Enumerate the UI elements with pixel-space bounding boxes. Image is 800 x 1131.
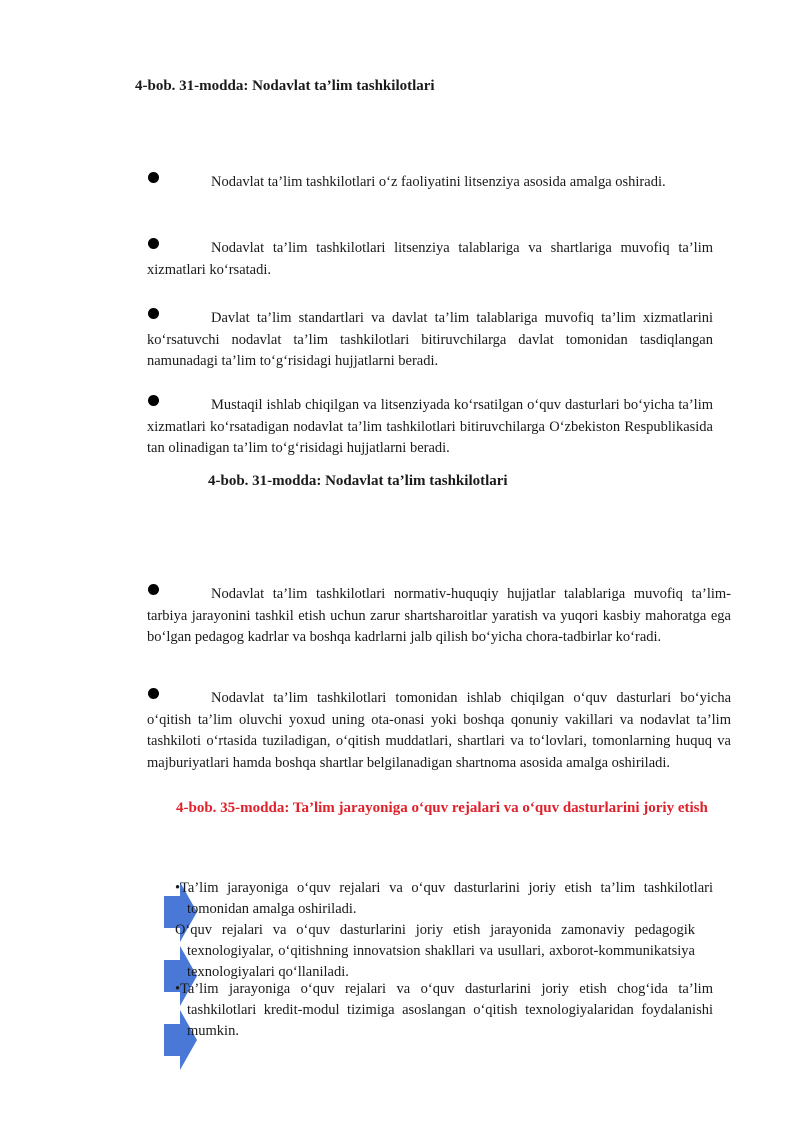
section-heading-2: 4-bob. 31-modda: Nodavlat ta’lim tashkilotlari xyxy=(208,473,508,489)
list-item: •Ta’lim jarayoniga o‘quv rejalari va o‘quv dasturlarini joriy etish chog‘ida ta’lim tashkilotlari kredit-modul tizimiga asoslangan o‘qitish texnologiyalaridan foydalanishi mumkin. xyxy=(175,981,713,1039)
bullet-paragraph: Nodavlat ta’lim tashkilotlari o‘z faoliyatini litsenziya asosida amalga oshiradi. xyxy=(211,174,666,190)
list-item: O‘quv rejalari va o‘quv dasturlarini joriy etish jarayonida zamonaviy pedagogik texnologiyalar, o‘qitishning innovatsion shakllari va usullari, axborot-kommunikatsiya texnologiyalari qo‘llaniladi. xyxy=(175,922,695,980)
bullet-paragraph: Mustaqil ishlab chiqilgan va litsenziyada ko‘rsatilgan o‘quv dasturlari bo‘yicha ta’lim xizmatlari ko‘rsatadigan nodavlat ta’lim tashkilotlari bitiruvchilarga O‘zbekiston Respublikasida tan olinadigan ta’lim to‘g‘risidagi hujjatlarni beradi. xyxy=(147,397,713,456)
bullet-paragraph: Nodavlat ta’lim tashkilotlari tomonidan ishlab chiqilgan o‘quv dasturlari bo‘yicha o‘qitish ta’lim oluvchi yoxud uning ota-onasi yoki boshqa qonuniy vakillari va nodavlat ta’lim tashkiloti o‘rtasida tuziladigan, o‘qitish muddatlari, shartlari va to‘lovlari, tomonlarning huquq va majburiyatlari hamda boshqa shartlar belgilanadigan shartnoma asosida amalga oshiriladi. xyxy=(147,690,732,771)
bullet-paragraph: Nodavlat ta’lim tashkilotlari normativ-huquqiy hujjatlar talablariga muvofiq ta’lim-tarbiya jarayonini tashkil etish uchun zarur shartsharoitlar yaratish va yuqori kasbiy mahoratga ega bo‘lgan pedagog kadrlar va boshqa kadrlarni jalb qilish bo‘yicha chora-tadbirlar ko‘radi. xyxy=(147,586,731,645)
section-heading-3: 4-bob. 35-modda: Ta’lim jarayoniga o‘quv rejalari va o‘quv dasturlarini joriy etish xyxy=(176,800,708,816)
bullet-paragraph: Nodavlat ta’lim tashkilotlari litsenziya talablariga va shartlariga muvofiq ta’lim xizmatlari ko‘rsatadi. xyxy=(147,240,714,278)
bullet-paragraph: Davlat ta’lim standartlari va davlat ta’lim talablariga muvofiq ta’lim xizmatlarini ko‘rsatuvchi nodavlat ta’lim tashkilotlari bitiruvchilarga davlat tomonidan tasdiqlangan namunadagi ta’lim to‘g‘risidagi hujjatlarni beradi. xyxy=(147,310,714,369)
list-item: •Ta’lim jarayoniga o‘quv rejalari va o‘quv dasturlarini joriy etish ta’lim tashkilotlari tomonidan amalga oshiriladi. xyxy=(175,880,713,917)
section-heading-1: 4-bob. 31-modda: Nodavlat ta’lim tashkilotlari xyxy=(135,78,435,94)
